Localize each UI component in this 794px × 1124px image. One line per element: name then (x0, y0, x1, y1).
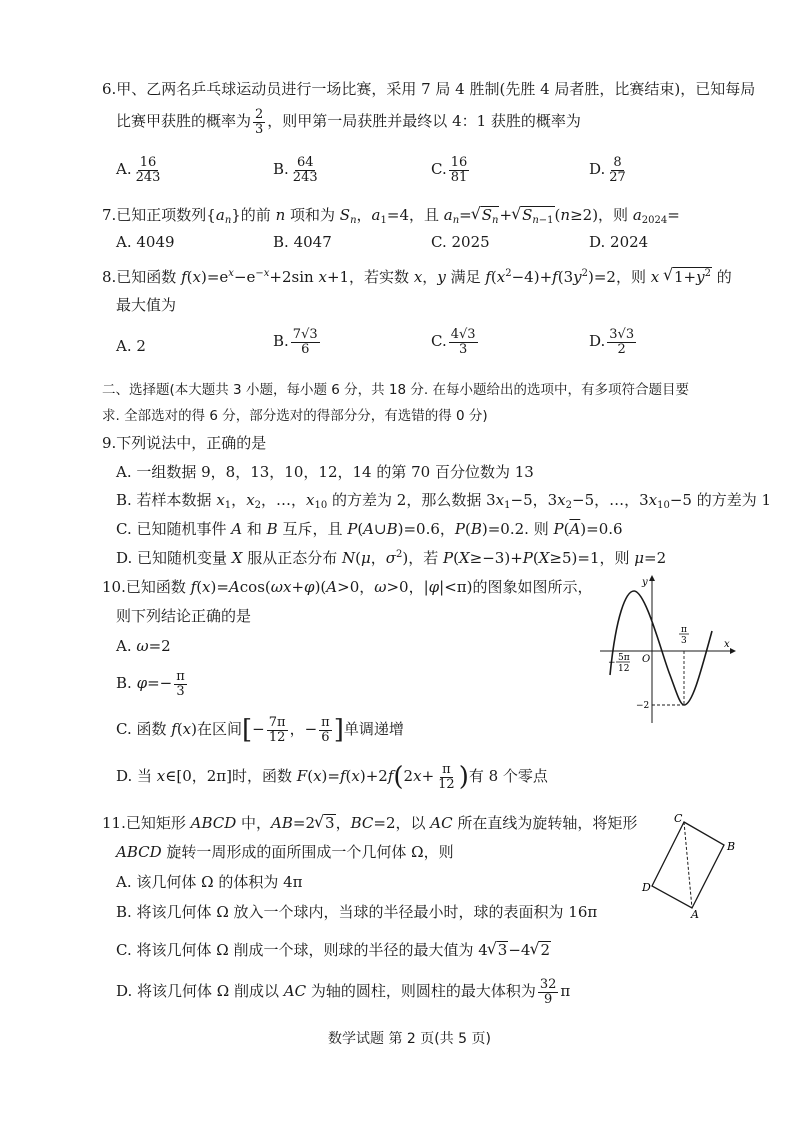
q11-option-b[interactable]: B. 将该几何体 Ω 放入一个球内，当球的半径最小时，球的表面积为 16π (116, 903, 598, 921)
q8-stem: 8.已知函数 $f(x)=e^x-e^{-x}+2\sin$ x+1，若实数 x，y 满足 $f(x^2-4)+f(3y^2)=2$，则 x √ $1+y^2$ 的 (102, 266, 732, 287)
q6-option-b[interactable]: B. $\frac{64}{243}$ (273, 155, 318, 185)
q7-stem: 7.已知正项数列$\{a_n\}$的前 n 项和为 $S_n$，$a_1=4$，且 $a_n=$ √ $S_n+$ √ $S_{n-1}(n\ge 2)$，则 $a_{2024}=$ (102, 204, 680, 226)
q9-option-c[interactable]: C. 已知随机事件 A 和 B 互斥，且 P(A∪B)=0.6，P(B)=0.2. 则 $P(\overline{A})=0.6$ (116, 520, 623, 538)
q11-figure (636, 810, 746, 920)
q10-option-b[interactable]: B. φ=− $\frac{\pi}{3}$ (116, 669, 185, 699)
origin-label: O (642, 654, 651, 665)
tick-right-num: π (681, 625, 687, 635)
q10-stem: 10.已知函数 f(x)=Acos(ωx+φ)(A>0，ω>0，|φ|<π)的图象如图所示， (102, 578, 593, 596)
y-axis-arrow-icon (649, 575, 655, 581)
q7-option-b[interactable]: B. 4047 (273, 233, 332, 251)
rectangle-abcd (652, 822, 724, 908)
vertex-label-d: D (642, 881, 651, 894)
vertex-label-c: C (674, 812, 683, 825)
q11-line2: ABCD 旋转一周形成的面所围成一个几何体 Ω，则 (116, 843, 454, 861)
section2-line1: 二、选择题(本大题共 3 小题，每小题 6 分，共 18 分. 在每小题给出的选项中，有多项符合题目要 (102, 382, 689, 398)
q7-option-d[interactable]: D. 2024 (589, 233, 649, 251)
vertex-label-b: B (727, 840, 736, 853)
q11-option-a[interactable]: A. 该几何体 Ω 的体积为 4π (116, 873, 303, 891)
q10-line2: 则下列结论正确的是 (116, 607, 252, 625)
tick-left-minus: − (608, 658, 616, 668)
section2-line2: 求. 全部选对的得 6 分，部分选对的得部分分，有选错的得 0 分) (102, 408, 488, 424)
q6-option-a[interactable]: A. $\frac{16}{243}$ (116, 155, 161, 185)
q10-option-d[interactable]: D. 当 x∈[0，2π]时，函数 F(x)=f(x)+2f(2x+ $\frac{\pi}{12}$ )有 8 个零点 (116, 761, 548, 792)
vertex-label-a: A (691, 908, 699, 920)
diagonal-ac (684, 822, 692, 908)
q11-option-c[interactable]: C. 将该几何体 Ω 削成一个球，则球的半径的最大值为 4 √ 3−4 √ 2 (116, 939, 551, 960)
q6-option-c[interactable]: C. $\frac{16}{81}$ (431, 155, 468, 185)
q9-option-a[interactable]: A. 一组数据 9，8，13，10，12，14 的第 70 百分位数为 13 (116, 463, 534, 481)
x-axis-label: x (724, 639, 730, 650)
q6-option-d[interactable]: D. $\frac{8}{27}$ (589, 155, 626, 185)
q8-option-c[interactable]: C. $\frac{4√3}{3}$ (431, 327, 476, 357)
q7-option-a[interactable]: A. 4049 (116, 233, 175, 251)
q10-option-a[interactable]: A. ω=2 (116, 637, 171, 655)
cosine-curve (610, 591, 712, 705)
q8-option-d[interactable]: D. $\frac{3√3}{2}$ (589, 327, 635, 357)
q8-option-b[interactable]: B. $\frac{7√3}{6}$ (273, 327, 318, 357)
q6-line2 (116, 108, 581, 136)
q6-prob-fraction: $\frac{2}{3}$ (255, 107, 264, 137)
tick-left-den: 12 (618, 664, 630, 674)
q9-option-b[interactable]: B. 若样本数据 $x_1$，$x_2$，…，$x_{10}$ 的方差为 2，那么数据 $3x_1-5$，$3x_2-5$，…，$3x_{10}-5$ 的方差为 1 (116, 491, 772, 511)
tick-right-den: 3 (681, 636, 687, 646)
q6-line1: 6.甲、乙两名乒乓球运动员进行一场比赛，采用 7 局 4 胜制(先胜 4 局者胜，比赛结束)，已知每局 (102, 80, 756, 98)
min-value-label: −2 (636, 701, 650, 711)
q6-line2-pre: 比赛甲获胜的概率为 (116, 112, 252, 131)
q6-line2-post: ，则甲第一局获胜并最终以 4：1 获胜的概率为 (267, 112, 581, 131)
x-axis-arrow-icon (730, 648, 736, 654)
q11-option-d[interactable]: D. 将该几何体 Ω 削成以 AC 为轴的圆柱，则圆柱的最大体积为 $\frac{32}{9}$ π (116, 977, 571, 1007)
q9-stem: 9.下列说法中，正确的是 (102, 434, 267, 452)
q9-option-d[interactable]: D. 已知随机变量 X 服从正态分布 N(μ，$\sigma^2$)，若 P(X≥−3)+P(X≥5)=1，则 μ=2 (116, 549, 667, 567)
q8-option-a[interactable]: A. 2 (116, 337, 146, 355)
tick-left-num: 5π (618, 653, 630, 663)
y-axis-label: y (642, 577, 648, 588)
q8-line2: 最大值为 (116, 296, 177, 314)
q10-option-c[interactable]: C. 函数 f(x)在区间[− $\frac{7\pi}{12}$ ，− $\frac{\pi}{6}$ ]单调递增 (116, 714, 404, 745)
q11-stem: 11.已知矩形 ABCD 中，AB=2 √ 3，BC=2，以 AC 所在直线为旋转轴，将矩形 (102, 812, 637, 833)
page-footer: 数学试题 第 2 页(共 5 页) (328, 1031, 491, 1047)
q10-graph (600, 575, 740, 725)
q7-option-c[interactable]: C. 2025 (431, 233, 490, 251)
